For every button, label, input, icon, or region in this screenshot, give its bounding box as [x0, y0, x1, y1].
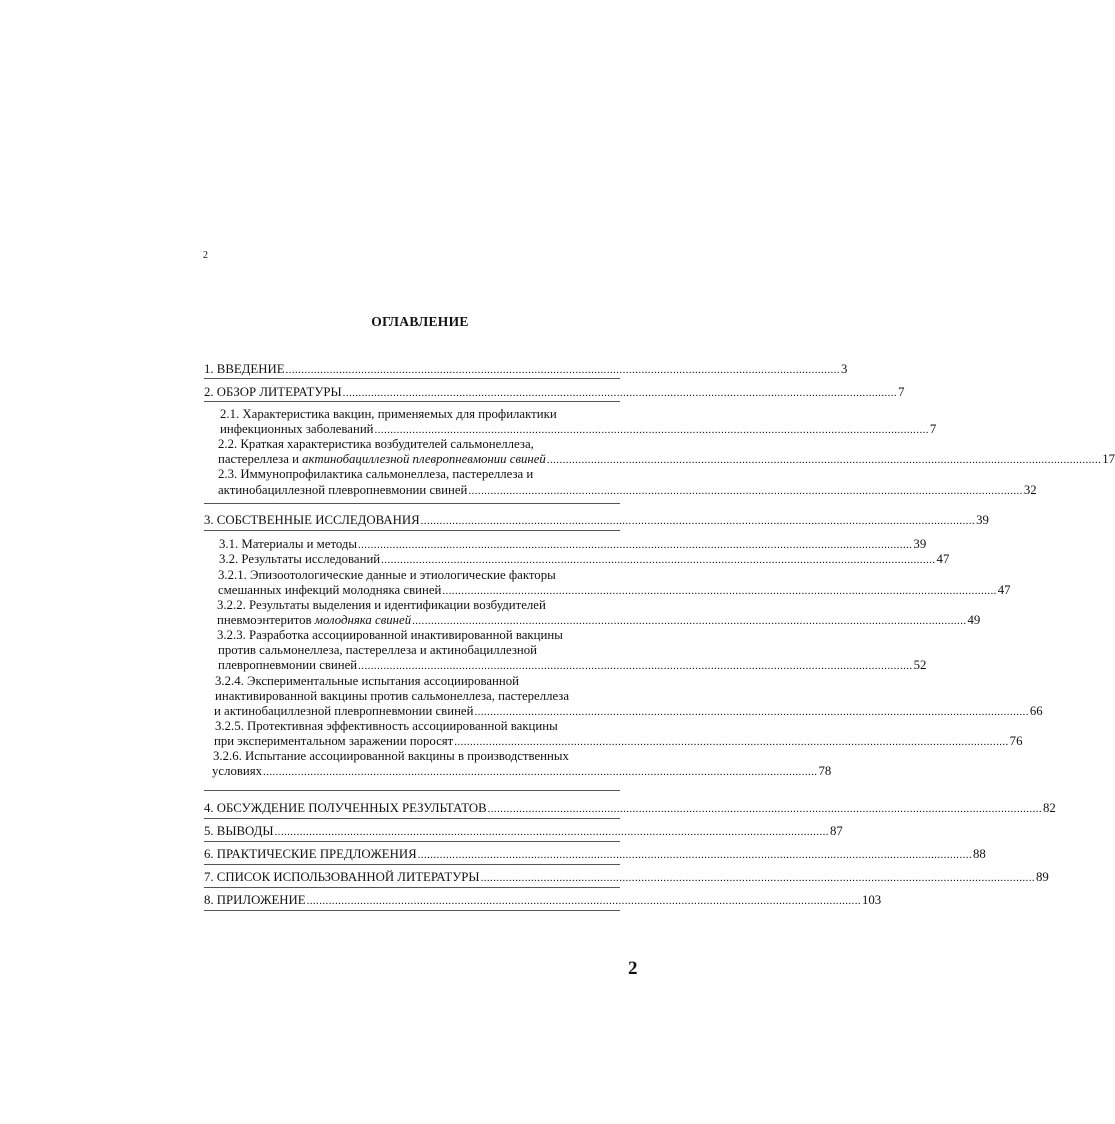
leader-dots: ................................................................................................................................................................................: [358, 539, 913, 551]
leader-dots: ................................................................................................................................................................................: [412, 615, 967, 627]
toc-subentry-3-2-1[interactable]: [218, 582, 1011, 598]
divider: [204, 818, 620, 819]
page-number: 2: [628, 958, 638, 979]
toc-entry-page: 3: [840, 362, 848, 376]
toc-subentry-3-1[interactable]: [219, 536, 927, 552]
toc-entry-label: [218, 451, 546, 467]
toc-entry-page: 39: [913, 537, 927, 551]
toc-entry-appendix[interactable]: [204, 892, 882, 908]
toc-entry-label: 3.2. Результаты исследований: [219, 552, 381, 566]
toc-entry-label: инфекционных заболеваний: [220, 422, 374, 436]
toc-subentry-3-2-4-line1: 3.2.4. Экспериментальные испытания ассоциированной: [215, 674, 519, 688]
divider: [204, 841, 620, 842]
top-page-number: 2: [203, 250, 208, 261]
toc-entry-page: 47: [936, 552, 950, 566]
toc-entry-label: 4. ОБСУЖДЕНИЕ ПОЛУЧЕННЫХ РЕЗУЛЬТАТОВ: [204, 801, 487, 815]
toc-entry-references[interactable]: [204, 869, 1049, 885]
toc-entry-label: 5. ВЫВОДЫ: [204, 824, 274, 838]
leader-dots: ................................................................................................................................................................................: [442, 585, 997, 597]
toc-entry-page: 88: [973, 847, 986, 861]
divider: [204, 401, 620, 402]
leader-dots: ................................................................................................................................................................................: [417, 849, 973, 861]
toc-subentry-3-2-3[interactable]: [218, 657, 927, 673]
leader-dots: ................................................................................................................................................................................: [374, 424, 929, 436]
toc-entry-label: 1. ВВЕДЕНИЕ: [204, 362, 285, 376]
leader-dots: ................................................................................................................................................................................: [474, 706, 1029, 718]
page-title: ОГЛАВЛЕНИЕ: [371, 314, 469, 329]
toc-subentry-3-2-4[interactable]: [214, 703, 1043, 719]
toc-entry-page: 49: [967, 613, 981, 627]
leader-dots: ................................................................................................................................................................................: [342, 387, 898, 399]
toc-entry-label: при экспериментальном заражении поросят: [214, 734, 454, 748]
toc-entry-page: 66: [1029, 704, 1043, 718]
leader-dots: ................................................................................................................................................................................: [381, 554, 936, 566]
toc-entry-page: 82: [1043, 801, 1056, 815]
toc-entry-page: 103: [862, 893, 882, 907]
leader-dots: ................................................................................................................................................................................: [546, 454, 1102, 466]
toc-subentry-3-2-6-line1: 3.2.6. Испытание ассоциированной вакцины в производственных: [213, 749, 569, 763]
toc-entry-page: 17: [1102, 452, 1115, 466]
leader-dots: ................................................................................................................................................................................: [420, 515, 976, 527]
toc-entry-label: [217, 612, 411, 628]
divider: [204, 887, 620, 888]
toc-entry-practical-proposals[interactable]: [204, 846, 986, 862]
leader-dots: ................................................................................................................................................................................: [487, 803, 1043, 815]
leader-dots: ................................................................................................................................................................................: [306, 895, 861, 907]
divider: [204, 910, 620, 911]
toc-entry-label: 7. СПИСОК ИСПОЛЬЗОВАННОЙ ЛИТЕРАТУРЫ: [204, 870, 480, 884]
toc-entry-page: 7: [929, 422, 937, 436]
toc-entry-own-research[interactable]: [204, 512, 989, 528]
toc-entry-label: условиях: [212, 764, 263, 778]
toc-entry-label: 6. ПРАКТИЧЕСКИЕ ПРЕДЛОЖЕНИЯ: [204, 847, 417, 861]
toc-subentry-3-2-5-line1: 3.2.5. Протективная эффективность ассоциированной вакцины: [215, 719, 558, 733]
toc-entry-label-regular: пастереллеза и: [218, 452, 303, 466]
toc-entry-label: 2. ОБЗОР ЛИТЕРАТУРЫ: [204, 385, 342, 399]
toc-subentry-3-2-3-line2: против сальмонеллеза, пастереллеза и актинобациллезной: [218, 643, 537, 657]
toc-entry-label-italic: актинобациллезной плевропневмонии свиней: [302, 452, 546, 466]
toc-entry-discussion[interactable]: [204, 800, 1056, 816]
toc-subentry-3-2-6[interactable]: [212, 763, 832, 779]
toc-entry-page: 7: [898, 385, 905, 399]
toc-entry-introduction[interactable]: [204, 361, 848, 377]
toc-subentry-3-2-4-line2: инактивированной вакцины против сальмонеллеза, пастереллеза: [215, 689, 570, 703]
toc-subentry-3-2-2[interactable]: [217, 612, 981, 628]
toc-subentry-2-1-line1: 2.1. Характеристика вакцин, применяемых для профилактики: [220, 407, 557, 421]
toc-subentry-3-2[interactable]: [219, 551, 950, 567]
toc-entry-label: актинобациллезной плевропневмонии свиней: [218, 483, 468, 497]
toc-subentry-2-2[interactable]: [218, 451, 1115, 467]
toc-entry-page: 87: [829, 824, 843, 838]
leader-dots: ................................................................................................................................................................................: [480, 872, 1035, 884]
toc-entry-label-italic: молодняка свиней: [314, 613, 412, 627]
toc-entry-page: 89: [1036, 870, 1049, 884]
toc-entry-page: 76: [1009, 734, 1023, 748]
divider: [204, 864, 620, 865]
toc-subentry-2-2-line1: 2.2. Краткая характеристика возбудителей сальмонеллеза,: [218, 437, 534, 451]
leader-dots: ................................................................................................................................................................................: [263, 766, 818, 778]
toc-entry-label: и актинобациллезной плевропневмонии свиней: [214, 704, 474, 718]
toc-entry-label: смешанных инфекций молодняка свиней: [218, 583, 442, 597]
divider: [204, 790, 620, 791]
toc-entry-page: 32: [1023, 483, 1037, 497]
divider: [204, 378, 620, 379]
toc-entry-page: 52: [913, 658, 927, 672]
toc-entry-label: 8. ПРИЛОЖЕНИЕ: [204, 893, 306, 907]
toc-entry-page: 39: [976, 513, 989, 527]
toc-entry-label: плевропневмонии свиней: [218, 658, 358, 672]
divider: [204, 530, 620, 531]
leader-dots: ................................................................................................................................................................................: [285, 364, 840, 376]
toc-entry-page: 78: [818, 764, 832, 778]
toc-subentry-3-2-3-line1: 3.2.3. Разработка ассоциированной инактивированной вакцины: [217, 628, 563, 642]
toc-entry-label: 3.1. Материалы и методы: [219, 537, 358, 551]
toc-subentry-3-2-5[interactable]: [214, 733, 1023, 749]
divider: [204, 503, 620, 504]
toc-subentry-2-3[interactable]: [218, 482, 1037, 498]
leader-dots: ................................................................................................................................................................................: [358, 660, 913, 672]
toc-entry-page: 47: [997, 583, 1011, 597]
leader-dots: ................................................................................................................................................................................: [274, 826, 829, 838]
toc-entry-label-regular: пневмоэнтеритов: [217, 613, 315, 627]
toc-subentry-2-1[interactable]: [220, 421, 937, 437]
toc-entry-literature-review[interactable]: [204, 384, 905, 400]
leader-dots: ................................................................................................................................................................................: [468, 485, 1023, 497]
toc-subentry-3-2-2-line1: 3.2.2. Результаты выделения и идентификации возбудителей: [217, 598, 546, 612]
toc-subentry-3-2-1-line1: 3.2.1. Эпизоотологические данные и этиологические факторы: [218, 568, 556, 582]
leader-dots: ................................................................................................................................................................................: [454, 736, 1009, 748]
toc-subentry-2-3-line1: 2.3. Иммунопрофилактика сальмонеллеза, пастереллеза и: [218, 467, 534, 481]
toc-entry-label: 3. СОБСТВЕННЫЕ ИССЛЕДОВАНИЯ: [204, 513, 420, 527]
toc-entry-conclusions[interactable]: [204, 823, 843, 839]
